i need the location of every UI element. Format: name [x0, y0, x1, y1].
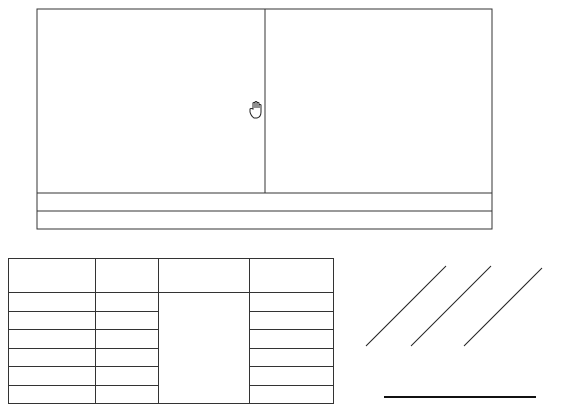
header-frequency — [159, 259, 250, 293]
cell-width — [250, 348, 334, 367]
cell-frequency — [159, 293, 250, 404]
cell-length — [96, 385, 159, 404]
cell-length — [96, 330, 159, 349]
boundary-line-2 — [411, 266, 491, 346]
cell-sensitivity — [9, 367, 96, 386]
cell-length — [96, 348, 159, 367]
selection-chart — [336, 250, 572, 360]
cell-length — [96, 293, 159, 312]
header-width — [250, 259, 334, 293]
cell-width — [250, 293, 334, 312]
header-sensitivity — [9, 259, 96, 293]
cell-sensitivity — [9, 385, 96, 404]
table-row — [9, 293, 334, 312]
cell-sensitivity — [9, 311, 96, 330]
selection-table — [8, 258, 334, 404]
cell-width — [250, 330, 334, 349]
cell-sensitivity — [9, 348, 96, 367]
cell-width — [250, 367, 334, 386]
cell-length — [96, 311, 159, 330]
cell-sensitivity — [9, 293, 96, 312]
hand-pointer-icon — [250, 102, 261, 119]
header-length — [96, 259, 159, 293]
caption-underline — [384, 396, 536, 398]
cell-length — [96, 367, 159, 386]
boundary-line-1 — [366, 266, 446, 346]
cell-width — [250, 385, 334, 404]
cell-width — [250, 311, 334, 330]
boundary-line-3 — [464, 268, 542, 346]
cell-sensitivity — [9, 330, 96, 349]
